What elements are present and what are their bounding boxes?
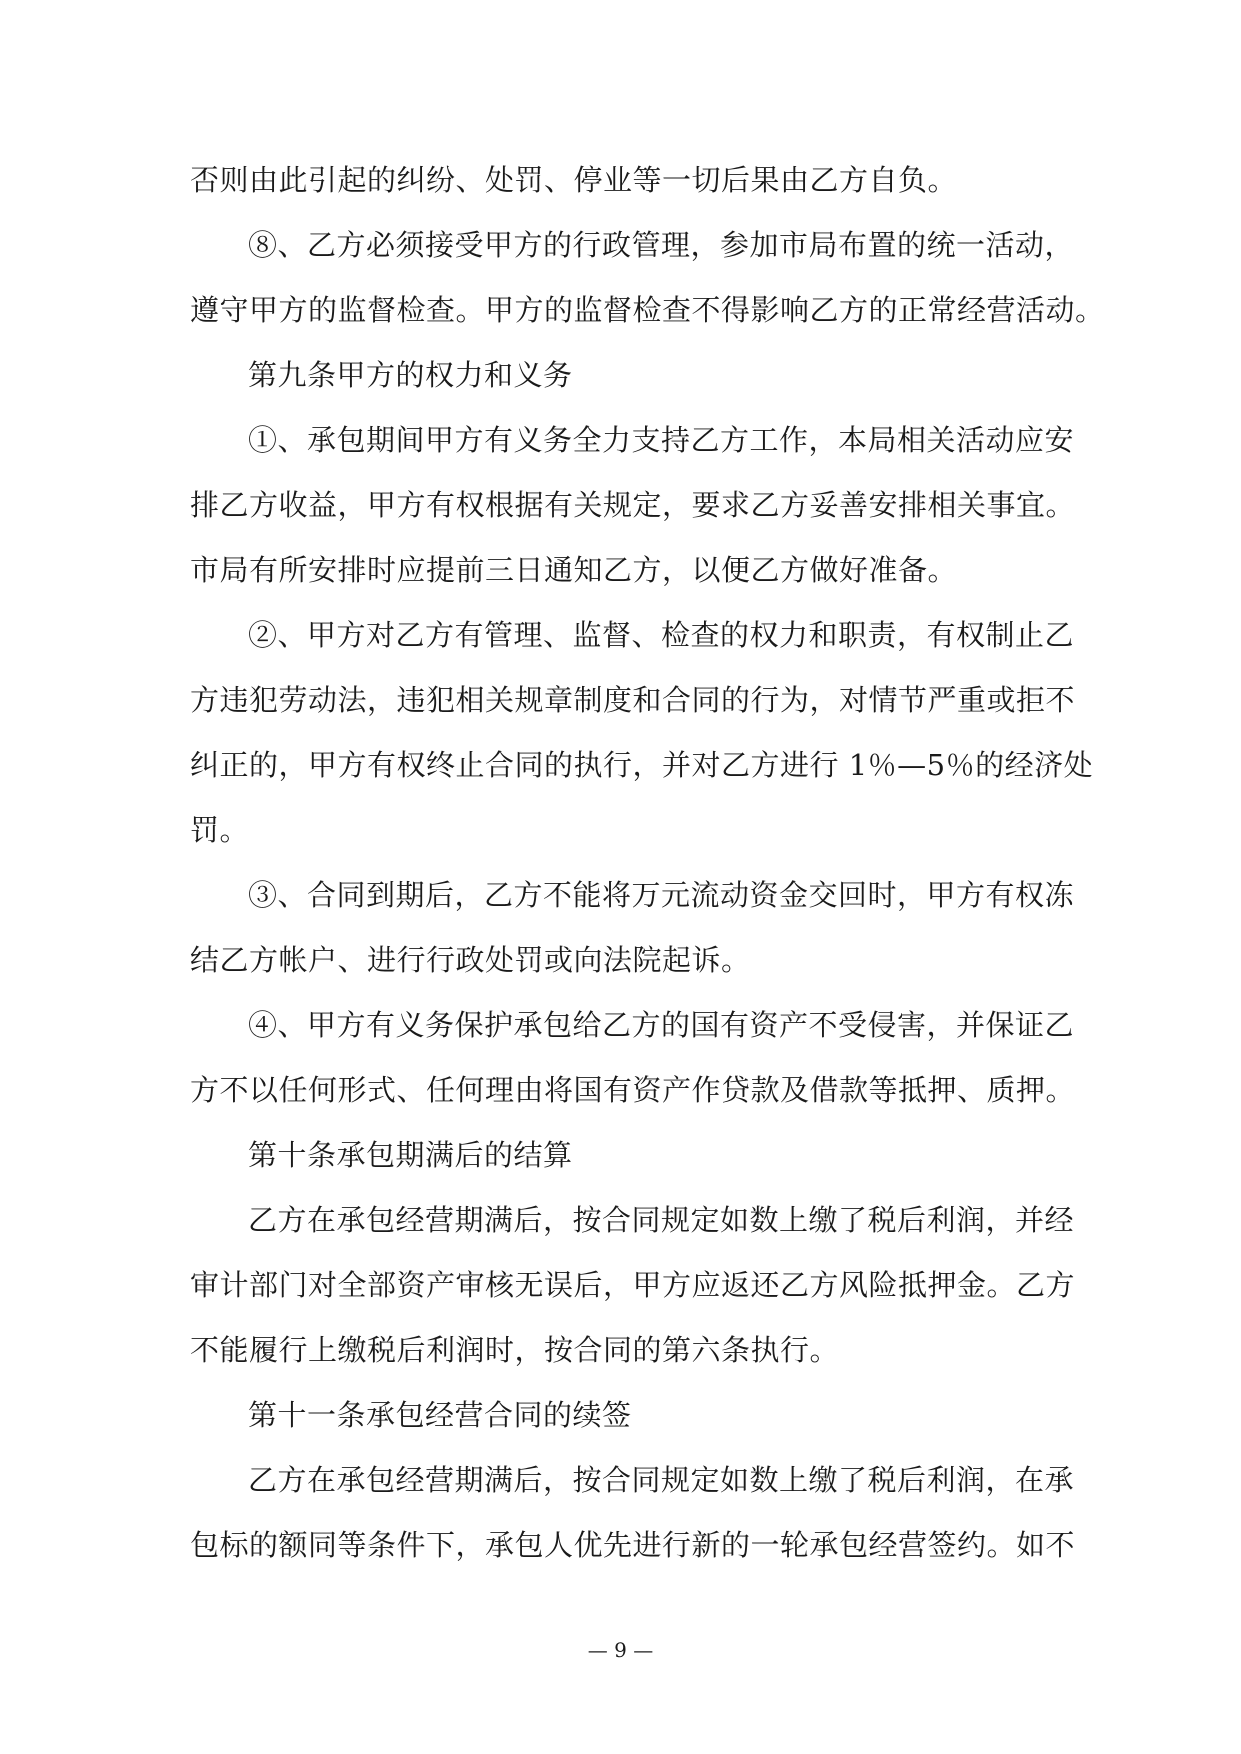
text-line: 罚。 bbox=[190, 813, 250, 847]
text-line: 不能履行上缴税后利润时，按合同的第六条执行。 bbox=[190, 1333, 840, 1367]
text-line: ①、承包期间甲方有义务全力支持乙方工作，本局相关活动应安 bbox=[248, 423, 1075, 457]
text-line: 排乙方收益，甲方有权根据有关规定，要求乙方妥善安排相关事宜。 bbox=[190, 488, 1076, 522]
page-number: — 9 — bbox=[587, 1638, 654, 1662]
text-line: ④、甲方有义务保护承包给乙方的国有资产不受侵害，并保证乙 bbox=[248, 1008, 1075, 1042]
text-line: 纠正的，甲方有权终止合同的执行，并对乙方进行 1％—5％的经济处 bbox=[190, 748, 1094, 782]
text-line: ⑧、乙方必须接受甲方的行政管理，参加市局布置的统一活动， bbox=[248, 228, 1075, 262]
text-line: 乙方在承包经营期满后，按合同规定如数上缴了税后利润，在承 bbox=[248, 1463, 1075, 1497]
document-body bbox=[190, 148, 1105, 1578]
section-heading: 第十一条承包经营合同的续签 bbox=[248, 1398, 632, 1432]
text-line: ②、甲方对乙方有管理、监督、检查的权力和职责，有权制止乙 bbox=[248, 618, 1075, 652]
section-heading: 第九条甲方的权力和义务 bbox=[248, 358, 573, 392]
section-heading: 第十条承包期满后的结算 bbox=[248, 1138, 573, 1172]
text-line: 方违犯劳动法，违犯相关规章制度和合同的行为，对情节严重或拒不 bbox=[190, 683, 1076, 717]
text-line: ③、合同到期后，乙方不能将万元流动资金交回时，甲方有权冻 bbox=[248, 878, 1075, 912]
text-line: 包标的额同等条件下，承包人优先进行新的一轮承包经营签约。如不 bbox=[190, 1528, 1076, 1562]
text-line: 结乙方帐户、进行行政处罚或向法院起诉。 bbox=[190, 943, 751, 977]
text-line: 乙方在承包经营期满后，按合同规定如数上缴了税后利润，并经 bbox=[248, 1203, 1075, 1237]
text-line: 遵守甲方的监督检查。甲方的监督检查不得影响乙方的正常经营活动。 bbox=[190, 293, 1105, 327]
text-line: 方不以任何形式、任何理由将国有资产作贷款及借款等抵押、质押。 bbox=[190, 1073, 1076, 1107]
text-line: 否则由此引起的纠纷、处罚、停业等一切后果由乙方自负。 bbox=[190, 163, 958, 197]
text-line: 市局有所安排时应提前三日通知乙方，以便乙方做好准备。 bbox=[190, 553, 958, 587]
text-line: 审计部门对全部资产审核无误后，甲方应返还乙方风险抵押金。乙方 bbox=[190, 1268, 1076, 1302]
